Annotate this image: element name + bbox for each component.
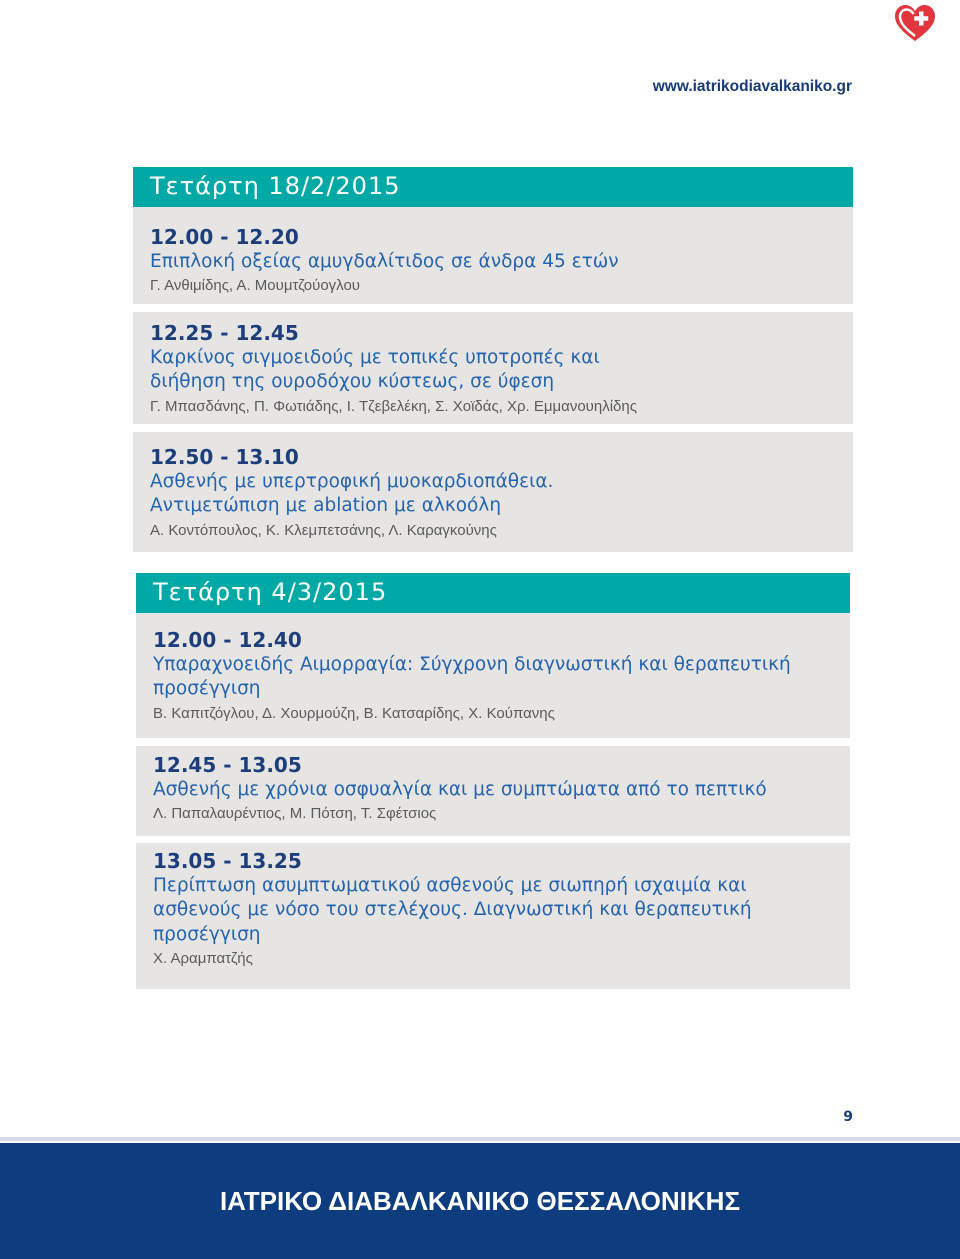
session-title-line: προσέγγιση bbox=[153, 678, 261, 699]
footer-title: ΙΑΤΡΙΚΟ ΔΙΑΒΑΛΚΑΝΙΚΟ ΘΕΣΣΑΛΟΝΙΚΗΣ bbox=[219, 1185, 741, 1216]
session-title-line: Περίπτωση ασυμπτωματικού ασθενούς με σιωπηρή ισχαιμία και bbox=[153, 874, 747, 896]
session-authors: Χ. Αραμπατζής bbox=[153, 950, 253, 967]
session-authors: Γ. Ανθιμίδης, Α. Μουμτζούογλου bbox=[150, 277, 360, 294]
session-title-line: Καρκίνος σιγμοειδούς με τοπικές υποτροπές και bbox=[150, 346, 600, 368]
session-title-line: διήθηση της ουροδόχου κύστεως, σε ύφεση bbox=[150, 371, 555, 392]
page-number: 9 bbox=[843, 1109, 853, 1125]
day-header-1: Τετάρτη 18/2/2015 bbox=[133, 167, 853, 207]
session-time: 12.45 - 13.05 bbox=[153, 753, 302, 777]
session-authors: Β. Καπιτζόγλου, Δ. Χουρμούζη, Β. Κατσαρίδης, Χ. Κούπανης bbox=[153, 704, 555, 722]
session-card bbox=[133, 432, 853, 552]
session-title-line: προσέγγιση bbox=[153, 923, 261, 945]
session-time: 12.00 - 12.20 bbox=[150, 225, 299, 249]
heart-cross-icon bbox=[893, 3, 937, 43]
session-authors: Γ. Μπασδάνης, Π. Φωτιάδης, Ι. Τζεβελέκη, Σ. Χοϊδάς, Χρ. Εμμανουηλίδης bbox=[150, 397, 637, 415]
session-card bbox=[136, 613, 850, 738]
session-title-line: Επιπλοκή οξείας αμυγδαλίτιδος σε άνδρα 45 ετών bbox=[150, 250, 619, 272]
session-card bbox=[133, 312, 853, 424]
footer-band bbox=[0, 1143, 960, 1259]
session-authors: Λ. Παπαλαυρέντιος, Μ. Πότση, Τ. Σφέτσιος bbox=[153, 805, 437, 822]
session-title-line: Αντιμετώπιση με ablation με αλκοόλη bbox=[150, 495, 502, 516]
footer-divider bbox=[0, 1137, 960, 1141]
day-header-2: Τετάρτη 4/3/2015 bbox=[136, 573, 850, 613]
session-title-line: Ασθενής με υπερτροφική μυοκαρδιοπάθεια. bbox=[150, 470, 554, 492]
session-time: 13.05 - 13.25 bbox=[153, 849, 302, 873]
session-time: 12.00 - 12.40 bbox=[153, 628, 302, 652]
session-title-line: ασθενούς με νόσο του στελέχους. Διαγνωστική και θεραπευτική bbox=[153, 899, 752, 920]
session-time: 12.25 - 12.45 bbox=[150, 321, 299, 345]
session-card bbox=[136, 843, 850, 989]
session-card bbox=[136, 746, 850, 836]
session-card bbox=[133, 207, 853, 304]
session-title-line: Ασθενής με χρόνια οσφυαλγία και με συμπτώματα από το πεπτικό bbox=[153, 778, 767, 800]
session-time: 12.50 - 13.10 bbox=[150, 445, 299, 469]
session-title-line: Υπαραχνοειδής Αιμορραγία: Σύγχρονη διαγνωστική και θεραπευτική bbox=[153, 653, 791, 675]
website-url: www.iatrikodiavalkaniko.gr bbox=[652, 78, 852, 95]
session-authors: Α. Κοντόπουλος, Κ. Κλεμπετσάνης, Λ. Καραγκούνης bbox=[150, 521, 497, 539]
